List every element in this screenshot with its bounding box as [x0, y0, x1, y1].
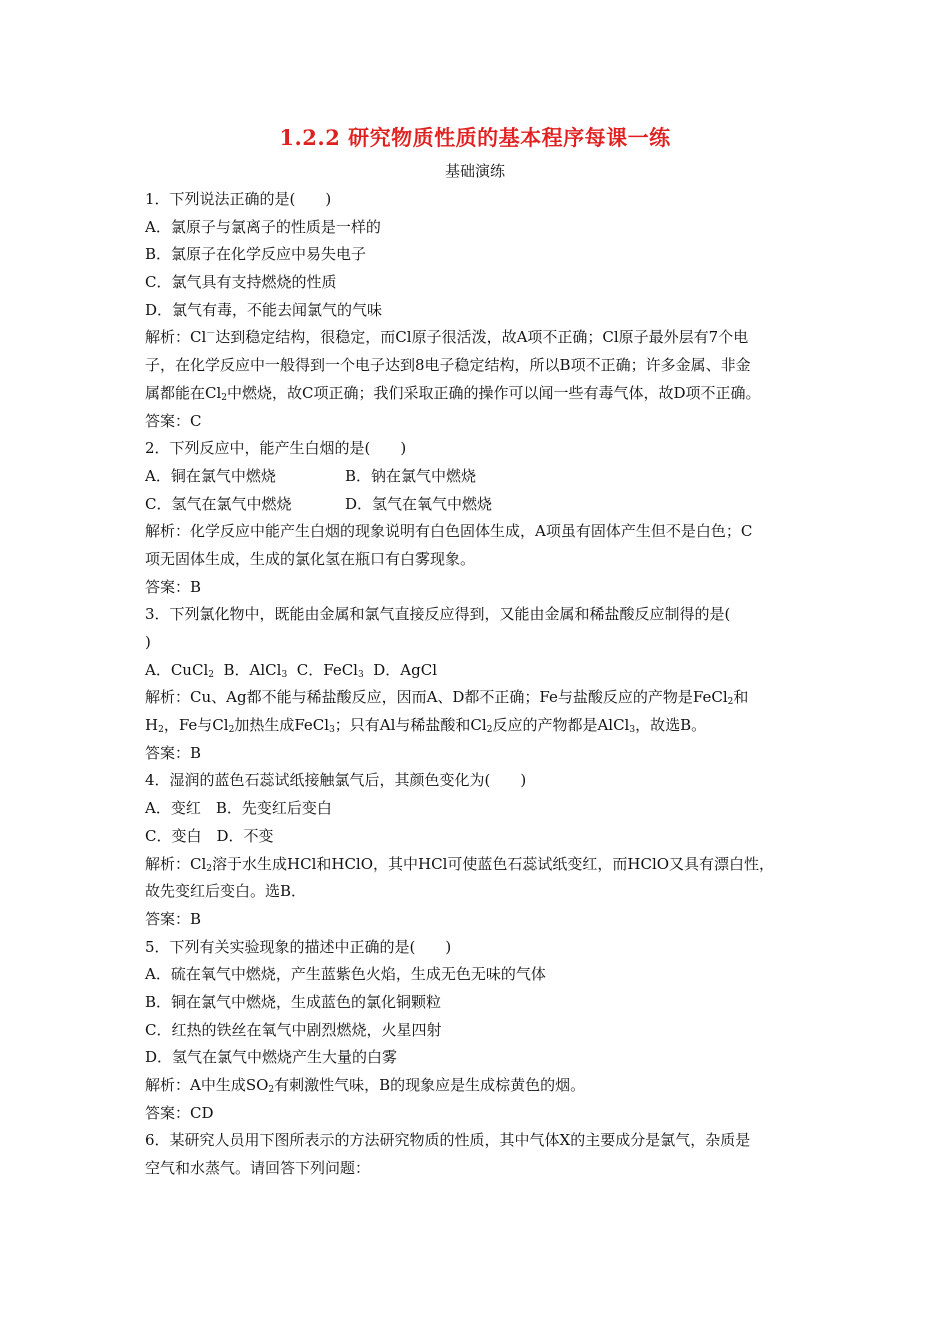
question-1-explanation-line: 属都能在$Cl_2$中燃烧，故C项正确；我们采取正确的操作可以闻一些有毒气体，故D项不正确。 [145, 383, 761, 403]
question-4-stem: 4．湿润的蓝色石蕊试纸接触氯气后，其颜色变化为( ) [145, 771, 527, 790]
question-4-explanation-line: 故先变红后变白。选B． [145, 882, 307, 901]
question-3-option-a: A．CuCl$_2$ [145, 660, 214, 680]
question-2-option-b: B．钠在氯气中燃烧 [345, 466, 477, 485]
question-3-option-d: D．AgCl [373, 660, 437, 679]
question-3-explanation-line: 解析：Cu、Ag都不能与稀盐酸反应，因而A、D都不正确；Fe与盐酸反应的产物是FeCl$_2$和 [145, 688, 749, 708]
exercise-content [145, 186, 817, 1183]
question-5-answer: 答案：CD [145, 1103, 214, 1122]
question-1-option-a: A．氯原子与氯离子的性质是一样的 [145, 217, 381, 236]
question-3-answer: 答案：B [145, 743, 202, 762]
question-5-option-d: D．氢气在氯气中燃烧产生大量的白雾 [145, 1048, 398, 1067]
question-2-stem: 2．下列反应中，能产生白烟的是( ) [145, 439, 407, 458]
question-4-explanation-line: 解析：$Cl_2$溶于水生成HCl和HClO，其中HCl可使蓝色石蕊试纸变红，而HClO又具有漂白性， [145, 854, 775, 874]
question-4-answer: 答案：B [145, 909, 202, 928]
question-4-options-cd: C．变白 D．不变 [145, 826, 274, 845]
question-5-stem: 5．下列有关实验现象的描述中正确的是( ) [145, 937, 452, 956]
question-3-option-b: B．AlCl$_3$ [223, 660, 288, 680]
question-1-stem: 1．下列说法正确的是( ) [145, 190, 332, 208]
page-title: 1.2.2 研究物质性质的基本程序每课一练 [279, 125, 671, 150]
question-3-options-row [145, 657, 817, 685]
question-2-explanation-line: 项无固体生成，生成的氯化氢在瓶口有白雾现象。 [145, 549, 476, 568]
question-2-answer: 答案：B [145, 577, 202, 596]
question-1-option-c: C．氯气具有支持燃烧的性质 [145, 273, 337, 292]
question-5-explanation-line: 解析：A中生成$SO_2$有刺激性气味，B的现象应是生成棕黄色的烟。 [145, 1076, 586, 1095]
question-5-option-b: B．铜在氯气中燃烧，生成蓝色的氯化铜颗粒 [145, 992, 442, 1011]
question-1-option-d: D．氯气有毒，不能去闻氯气的气味 [145, 300, 383, 319]
question-3-option-c: C．FeCl$_3$ [296, 660, 364, 680]
question-3-stem-cont: ) [145, 633, 151, 651]
question-2-option-d: D．氢气在氧气中燃烧 [345, 494, 493, 513]
question-2-explanation-line: 解析：化学反应中能产生白烟的现象说明有白色固体生成，A项虽有固体产生但不是白色；C [145, 522, 753, 541]
question-4-options-ab: A．变红 B．先变红后变白 [145, 799, 332, 818]
question-1-explanation-line: 解析：Cl－达到稳定结构，很稳定，而Cl原子很活泼，故A项不正确；Cl原子最外层有7个电 [145, 328, 749, 347]
question-1-option-b: B．氯原子在化学反应中易失电子 [145, 245, 367, 264]
question-1-answer: 答案：C [145, 411, 202, 430]
question-1-explanation-line: 子，在化学反应中一般得到一个电子达到8电子稳定结构，所以B项不正确；许多金属、非金 [145, 356, 751, 375]
question-2-option-c: C．氢气在氯气中燃烧 [145, 494, 292, 513]
question-3-explanation-line: $H_2$，Fe与$Cl_2$加热生成FeCl$_3$；只有Al与稀盐酸和$Cl_2$反应的产物都是AlCl$_3$，故选B。 [145, 716, 707, 736]
question-5-option-c: C．红热的铁丝在氧气中剧烈燃烧，火星四射 [145, 1020, 442, 1039]
question-2-options-row [145, 491, 817, 519]
question-6-stem-cont: 空气和水蒸气。请回答下列问题： [145, 1159, 371, 1178]
question-3-stem: 3．下列氯化物中，既能由金属和氯气直接反应得到，又能由金属和稀盐酸反应制得的是( [145, 605, 731, 624]
section-subtitle: 基础演练 [444, 162, 505, 180]
question-5-option-a: A．硫在氧气中燃烧，产生蓝紫色火焰，生成无色无味的气体 [145, 965, 546, 984]
question-2-option-a: A．铜在氯气中燃烧 [145, 466, 276, 485]
question-2-options-row [145, 463, 817, 491]
question-6-stem: 6．某研究人员用下图所表示的方法研究物质的性质，其中气体X的主要成分是氯气，杂质是 [145, 1131, 751, 1150]
